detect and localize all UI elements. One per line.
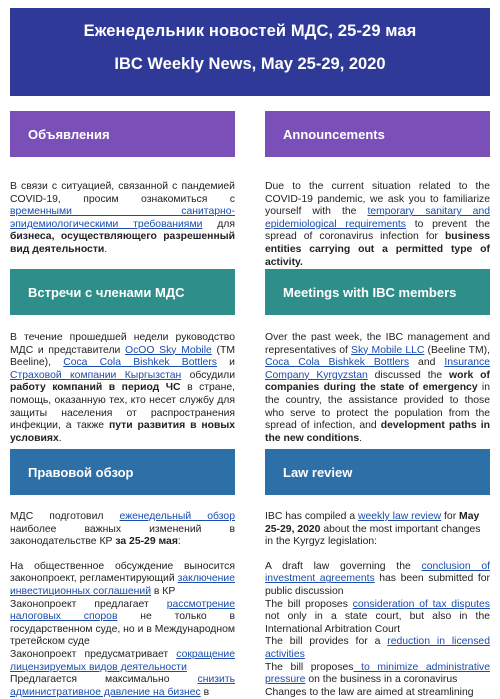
announcements-title-ru: Объявления [28,126,110,142]
legal-item-3-en: The bill provides for a reduction in licensed activities [265,636,490,660]
legal-item-1-ru: На общественное обсуждение выносится законопроект, регламентирующий заключение инвестиционных соглашений в КР [10,560,235,597]
announcements-band-ru [10,111,235,157]
sky-mobile-link-ru[interactable]: ОсОО Sky Mobile [125,344,212,356]
licensed-activities-link-ru[interactable]: сокращение лицензируемых видов деятельности [10,648,235,673]
meetings-paragraph-ru: В течение прошедшей недели руководство МДС и представители ОсОО Sky Mobile (ТМ Beeline), Coca Cola Bishkek Bottlers и Страховой компании Кыргызстан обсудили работу компаний в период ЧС в стране, помощь, оказанную тех, кто несет службу для защиты населения от распространения инфекции, а также пути развития в новых условиях. [10,332,236,444]
legal-item-5-en: Changes to the law are aimed at streamlining [265,686,474,698]
legal-item-2-en: The bill proposes consideration of tax disputes not only in a state court, but also in the International Arbitration Court [265,598,490,635]
header-title-en: IBC Weekly News, May 25-29, 2020 [114,55,386,73]
meetings-text-en [265,332,490,445]
tax-disputes-link-ru[interactable]: рассмотрение налоговых споров [10,598,235,623]
tax-disputes-link-en[interactable]: consideration of tax disputes [352,598,490,610]
announcements-text-ru [10,181,235,257]
legal-band-ru [10,449,235,495]
legal-text-ru [10,511,235,699]
insurance-company-link-en[interactable]: Insurance Company Kyrgyzstan [265,357,490,381]
coca-cola-link-en[interactable]: Coca Cola Bishkek Bottlers [265,357,410,369]
announcements-text-en [265,181,490,269]
announcements-title-en: Announcements [283,126,385,142]
administrative-pressure-link-ru[interactable]: снизить административное давление на бизнес [10,674,235,698]
administrative-pressure-link-en[interactable]: to minimize administrative pressure [265,661,490,686]
legal-item-1-en: A draft law governing the conclusion of investment agreements has been submitted for public discussion [265,560,490,597]
meetings-text-ru [10,332,235,445]
announcements-band-en [265,111,490,157]
legal-title-ru: Правовой обзор [28,464,134,480]
newsletter-header [10,8,490,96]
legal-intro-en: IBC has compiled a weekly law review for May 25-29, 2020 about the most important changes in the Kyrgyz legislation: [265,511,481,548]
legal-band-en [265,449,490,495]
header-title-ru: Еженедельник новостей МДС, 25-29 мая [83,22,417,40]
investment-agreements-link-en[interactable]: conclusion of investment agreements [265,560,490,585]
announcements-paragraph-ru: В связи с ситуацией, связанной с пандемией COVID-19, просим ознакомиться с временными санитарно-эпидемиологическими требованиями для бизнеса, осуществляющего разрешенный вид деятельности. [10,181,235,255]
legal-item-4-en: The bill proposes to minimize administrative pressure on the business in a coronavirus [265,661,490,686]
insurance-company-link-ru[interactable]: Страховой компании Кыргызстан [10,369,182,381]
meetings-title-ru: Встречи с членами МДС [28,284,185,300]
sanitary-requirements-link-ru[interactable]: временными санитарно-эпидемиологическими требованиями [10,206,235,230]
meetings-band-ru [10,269,235,315]
weekly-review-link-en[interactable]: weekly law review [357,511,442,522]
legal-item-4-ru: Предлагается максимально снизить административное давление на бизнес в [10,674,235,698]
meetings-paragraph-en: Over the past week, the IBC management and representatives of Sky Mobile LLC (Beeline TM), Coca Cola Bishkek Bottlers and Insurance Company Kyrgyzstan discussed the work of companies during the state of emergency in the country, the assistance provided to those who serve to protect the population from the spread of infection, and development paths in the new conditions. [265,332,490,444]
investment-agreements-link-ru[interactable]: заключение инвестиционных соглашений [10,573,235,597]
legal-text-en [265,511,490,699]
coca-cola-link-ru[interactable]: Coca Cola Bishkek Bottlers [63,357,217,369]
sanitary-requirements-link-en[interactable]: temporary sanitary and epidemiological requirements [265,206,491,230]
legal-item-2-ru: Законопроект предлагает рассмотрение налоговых споров не только в государственном суде, но и в Международном третейском суде [10,598,235,648]
legal-title-en: Law review [283,464,353,480]
announcements-paragraph-en: Due to the current situation related to the COVID-19 pandemic, we ask you to familiarize yourself with the temporary sanitary and epidemiological requirements to prevent the spread of coronavirus infection for business entities carrying out a permitted type of activity. [265,181,491,268]
legal-item-3-ru: Законопроект предусматривает сокращение лицензируемых видов деятельности [10,648,235,673]
licensed-activities-link-en[interactable]: reduction in licensed activities [265,636,490,660]
legal-intro-ru: МДС подготовил еженедельный обзор наиболее важных изменений в законодательстве КР за 25-29 мая: [10,511,235,548]
weekly-review-link-ru[interactable]: еженедельный обзор [119,511,235,522]
meetings-band-en [265,269,490,315]
sky-mobile-link-en[interactable]: Sky Mobile LLC [351,344,425,356]
meetings-title-en: Meetings with IBC members [283,284,457,300]
